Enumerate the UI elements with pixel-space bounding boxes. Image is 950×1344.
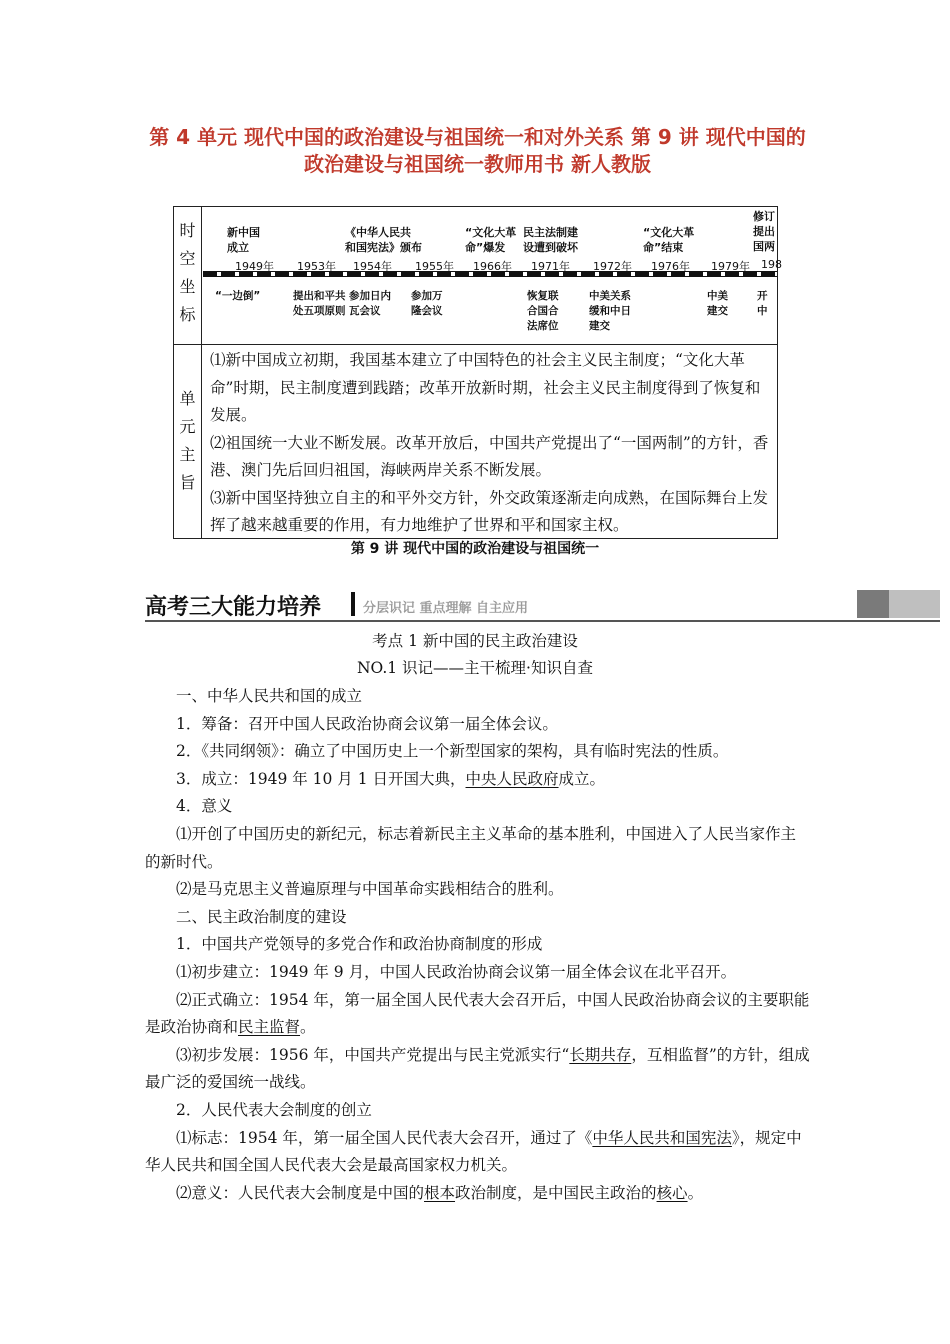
key-term: 根本	[424, 1183, 456, 1202]
timeline-foreign-event: 开 中	[757, 290, 768, 317]
timeline-year: 1955年	[415, 260, 454, 273]
key-term: 中华人民共和国宪法	[592, 1128, 732, 1147]
banner-subtitle: 分层识记 重点理解 自主应用	[363, 601, 529, 616]
unit-theme-summary	[210, 347, 770, 540]
paragraph: 2．《共同纲领》：确立了中国历史上一个新型国家的架构，具有临时宪法的性质。	[176, 742, 729, 761]
timeline-event-label: “文化大革 命”爆发	[465, 226, 517, 254]
summary-point: ⑶新中国坚持独立自主的和平外交方针，外交政策逐渐走向成熟，在国际舞台上发挥了越来越重要的作用，有力地维护了世界和平和国家主权。	[210, 488, 769, 534]
theme-row-label: 单 元 主 旨	[174, 345, 202, 538]
timeline-event-label: 新中国 成立	[227, 226, 260, 254]
timeline-year: 1953年	[297, 260, 336, 273]
banner-divider	[351, 592, 355, 616]
paragraph: ⑴开创了中国历史的新纪元，标志着新民主主义革命的基本胜利，中国进入了人民当家作主的新时代。	[145, 824, 797, 871]
summary-point: ⑴新中国成立初期，我国基本建立了中国特色的社会主义民主制度；“文化大革命”时期，民主制度遭到践踏；改革开放新时期，社会主义民主制度得到了恢复和发展。	[210, 351, 761, 424]
paragraph: 1．中国共产党领导的多党合作和政治协商制度的形成	[176, 935, 543, 954]
timeline-event-label: “文化大革 命”结束	[643, 226, 695, 254]
lesson-body	[145, 683, 810, 1207]
paragraph: ⑵意义：人民代表大会制度是中国的根本政治制度，是中国民主政治的核心。	[176, 1183, 704, 1202]
timeline-year: 1966年	[473, 260, 512, 273]
paragraph: 4．意义	[176, 797, 233, 816]
timeline-foreign-event: 中美 建交	[707, 290, 728, 317]
section-heading: 二、民主政治制度的建设	[176, 907, 347, 926]
timeline-foreign-event: “一边倒”	[215, 290, 261, 302]
paragraph: 2．人民代表大会制度的创立	[176, 1100, 372, 1119]
timeline-foreign-event: 参加万 隆会议	[411, 290, 443, 317]
timeline-foreign-event: 提出和平共 处五项原则	[293, 290, 346, 317]
timeline-year: 1976年	[651, 260, 690, 273]
timeline-year: 1972年	[593, 260, 632, 273]
timeline	[203, 207, 782, 344]
key-term: 长期共存	[569, 1045, 632, 1064]
timeline-event-label: 修订 提出 国两	[753, 210, 775, 253]
lesson-subtitle: 第 9 讲 现代中国的政治建设与祖国统一	[350, 541, 600, 557]
paragraph: ⑵是马克思主义普遍原理与中国革命实践相结合的胜利。	[176, 880, 564, 899]
timeline-year: 1954年	[353, 260, 392, 273]
section-banner	[145, 590, 940, 622]
banner-decoration	[889, 590, 940, 618]
banner-rule	[145, 620, 940, 622]
document-title: 第 4 单元 现代中国的政治建设与祖国统一和对外关系 第 9 讲 现代中国的政治建设与祖国统一教师用书 新人教版	[149, 125, 806, 176]
section-heading: 一、中华人民共和国的成立	[176, 687, 363, 705]
timeline-year: 1979年	[711, 260, 750, 273]
paragraph: 1．筹备：召开中国人民政治协商会议第一届全体会议。	[176, 714, 558, 733]
banner-title: 高考三大能力培养	[145, 595, 322, 620]
kaodian-heading: 考点 1 新中国的民主政治建设	[372, 632, 578, 650]
timeline-foreign-event: 中美关系 缓和中日 建交	[589, 290, 631, 332]
no1-heading: NO.1 识记——主干梳理·知识自查	[356, 659, 593, 677]
banner-decoration	[857, 590, 889, 618]
key-term: 中央人民政府	[465, 769, 559, 788]
timeline-event-label: 《中华人民共 和国宪法》颁布	[345, 226, 422, 254]
summary-point: ⑵祖国统一大业不断发展。改革开放后，中国共产党提出了“一国两制”的方针，香港、澳门先后回归祖国，海峡两岸关系不断发展。	[210, 433, 769, 479]
timeline-foreign-event: 参加日内 瓦会议	[349, 290, 391, 317]
timeline-foreign-event: 恢复联 合国合 法席位	[527, 290, 559, 332]
timeline-event-label: 民主法制建 设遭到破坏	[523, 226, 578, 254]
timeline-year: 198	[761, 258, 782, 271]
paragraph: ⑵正式确立：1954 年，第一届全国人民代表大会召开后，中国人民政治协商会议的主要职能是政治协商和民主监督。	[145, 990, 810, 1037]
paragraph: ⑴初步建立：1949 年 9 月，中国人民政治协商会议第一届全体会议在北平召开。	[176, 962, 737, 981]
unit-overview-table	[173, 206, 782, 539]
key-term: 核心	[656, 1183, 688, 1202]
timeline-row-label: 时 空 坐 标	[174, 207, 202, 345]
timeline-year: 1949年	[235, 260, 274, 273]
timeline-year: 1971年	[531, 260, 570, 273]
paragraph: ⑶初步发展：1956 年，中国共产党提出与民主党派实行“长期共存，互相监督”的方针，组成最广泛的爱国统一战线。	[145, 1045, 810, 1092]
key-term: 民主监督	[238, 1018, 301, 1037]
paragraph: ⑴标志：1954 年，第一届全国人民代表大会召开，通过了《中华人民共和国宪法》，规定中华人民共和国全国人民代表大会是最高国家权力机关。	[145, 1128, 802, 1175]
paragraph: 3．成立：1949 年 10 月 1 日开国大典，中央人民政府成立。	[176, 769, 606, 788]
